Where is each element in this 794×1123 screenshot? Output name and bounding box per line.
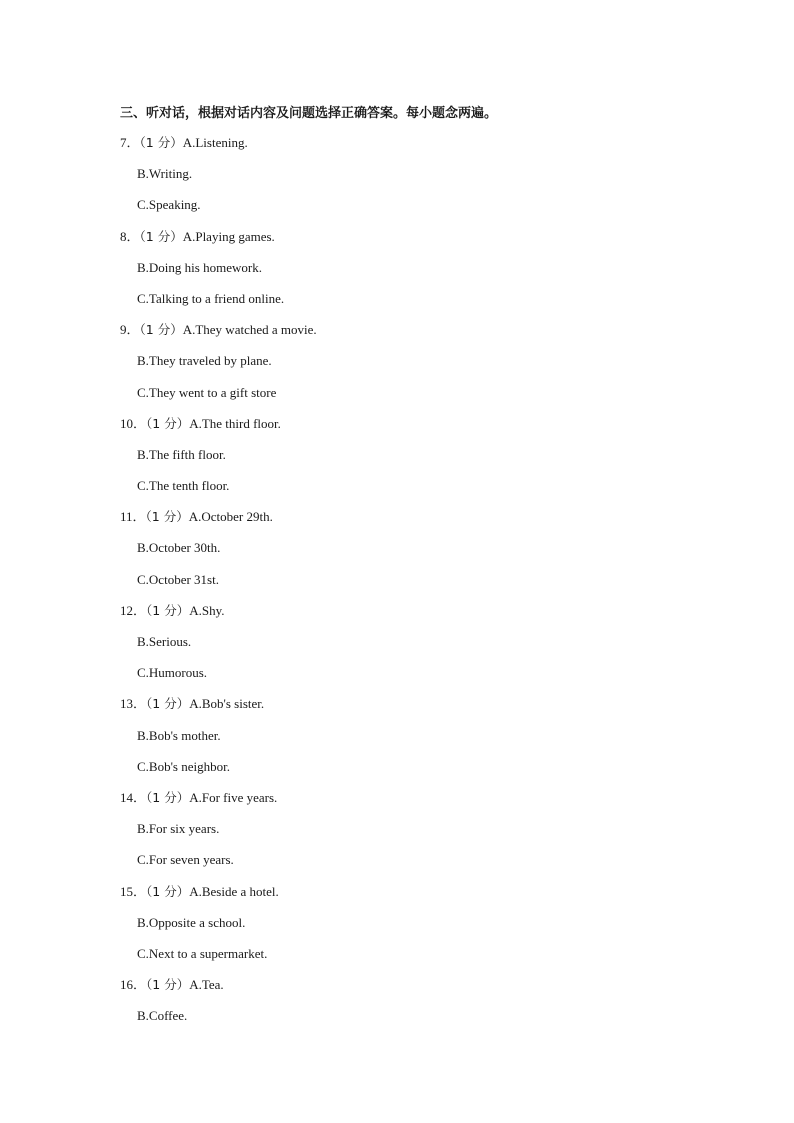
question-number: 16． [120, 977, 147, 993]
question-score: （1 分） [146, 696, 190, 712]
option-a: A.They watched a movie. [182, 322, 317, 338]
option-c: C.For seven years. [137, 852, 234, 868]
option-c: C.Next to a supermarket. [137, 945, 268, 961]
section-heading: 三、听对话，根据对话内容及问题选择正确答案。每小题念两遍。 [120, 106, 498, 121]
question-8 [120, 227, 720, 258]
question-score: （1 分） [146, 883, 190, 899]
option-a: A.The third floor. [189, 415, 281, 431]
question-11 [120, 507, 720, 538]
option-a: A.Playing games. [182, 228, 275, 244]
question-number: 11． [120, 509, 146, 525]
question-9 [120, 320, 720, 351]
option-a: A.Shy. [189, 602, 225, 618]
option-a: A.Bob's sister. [189, 696, 265, 712]
option-b: B.Opposite a school. [137, 914, 246, 930]
option-c: C.They went to a gift store [137, 384, 277, 400]
option-b: B.Coffee. [137, 1008, 188, 1024]
question-number: 10． [120, 415, 147, 431]
question-score: （1 分） [146, 602, 190, 618]
question-12 [120, 601, 720, 632]
option-b: B.They traveled by plane. [137, 353, 272, 369]
option-c: C.The tenth floor. [137, 478, 230, 494]
option-b: B.For six years. [137, 821, 220, 837]
option-b: B.Doing his homework. [137, 259, 262, 275]
question-15 [120, 882, 720, 913]
option-b: B.October 30th. [137, 540, 221, 556]
question-14 [120, 788, 720, 819]
question-score: （1 分） [139, 135, 183, 150]
question-number: 15． [120, 883, 147, 899]
question-score: （1 分） [146, 789, 190, 805]
option-a: A.Listening. [182, 135, 248, 150]
question-score: （1 分） [146, 977, 190, 993]
question-number: 7． [120, 135, 140, 150]
option-a: A.Tea. [189, 977, 224, 993]
question-number: 12． [120, 602, 147, 618]
option-c: C.Bob's neighbor. [137, 758, 230, 774]
question-score: （1 分） [146, 415, 190, 431]
option-b: B.The fifth floor. [137, 446, 226, 462]
question-number: 14． [120, 789, 147, 805]
option-a: A.October 29th. [188, 509, 273, 525]
option-c: C.Speaking. [137, 197, 201, 213]
question-score: （1 分） [139, 228, 183, 244]
option-b: B.Serious. [137, 634, 192, 649]
question-list [120, 133, 720, 1037]
question-score: （1 分） [145, 509, 189, 525]
question-16 [120, 975, 720, 1006]
option-c: C.Humorous. [137, 665, 208, 681]
question-7 [120, 133, 720, 164]
question-number: 13． [120, 696, 147, 712]
option-a: A.For five years. [189, 789, 278, 805]
option-c: C.Talking to a friend online. [137, 290, 285, 306]
question-score: （1 分） [139, 322, 183, 338]
option-c: C.October 31st. [137, 571, 219, 587]
option-b: B.Bob's mother. [137, 727, 221, 743]
question-number: 9． [120, 322, 140, 338]
question-10 [120, 414, 720, 445]
option-b: B.Writing. [137, 166, 193, 182]
question-13 [120, 694, 720, 725]
question-number: 8． [120, 228, 140, 244]
option-a: A.Beside a hotel. [189, 883, 279, 899]
